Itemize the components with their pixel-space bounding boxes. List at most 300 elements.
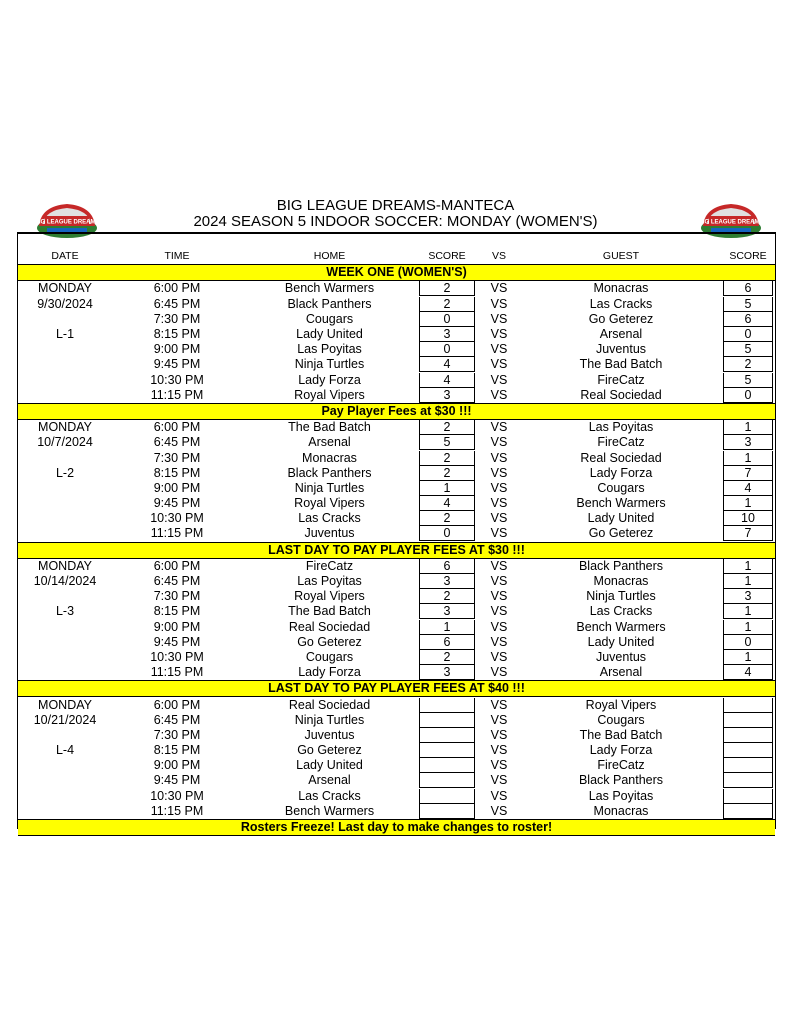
guest-score-cell: [721, 589, 775, 604]
date-cell: 9/30/2024: [37, 296, 93, 311]
guest-team-cell: Bench Warmers: [576, 619, 666, 634]
time-cell: 6:45 PM: [153, 574, 201, 589]
home-score-cell: [417, 511, 477, 526]
time-cell: 9:45 PM: [153, 496, 201, 511]
date-cell: [18, 526, 112, 542]
vs-cell: VS: [490, 311, 508, 326]
table-row: [18, 728, 775, 743]
banner-row: [18, 542, 775, 558]
guest-team-cell: Arsenal: [599, 327, 643, 342]
home-team-cell: Royal Vipers: [294, 589, 365, 604]
home-score-cell: [417, 758, 477, 773]
table-row: [18, 435, 775, 450]
table-row: [18, 713, 775, 728]
guest-score-cell-value: 10: [723, 511, 773, 526]
banner-text: LAST DAY TO PAY PLAYER FEES AT $40 !!!: [18, 681, 775, 697]
guest-score-cell-value: 1: [723, 496, 773, 511]
time-cell: 11:15 PM: [150, 387, 204, 402]
table-row: [18, 589, 775, 604]
time-cell: 7:30 PM: [153, 727, 201, 742]
date-cell: MONDAY: [38, 281, 92, 296]
guest-score-cell-value: [723, 758, 773, 773]
home-score-cell: [417, 713, 477, 728]
table-row: [18, 635, 775, 650]
home-score-cell-value: 4: [419, 357, 475, 372]
guest-score-cell-value: 1: [723, 451, 773, 466]
home-team-cell: Arsenal: [308, 773, 351, 788]
home-team-cell: Arsenal: [308, 435, 351, 450]
banner-row: [18, 265, 775, 281]
guest-team-cell: Go Geterez: [588, 311, 654, 326]
guest-score-cell: [721, 804, 775, 820]
home-score-cell: [417, 297, 477, 312]
guest-team-cell: Las Cracks: [589, 604, 653, 619]
date-cell: [18, 620, 112, 635]
date-cell: [18, 450, 112, 465]
home-score-cell-value: 1: [419, 620, 475, 635]
guest-team-cell: Bench Warmers: [576, 496, 666, 511]
home-score-cell-value: 3: [419, 327, 475, 342]
date-cell: [18, 758, 112, 773]
table-row: [18, 804, 775, 820]
guest-score-cell-value: 1: [723, 420, 773, 435]
home-score-cell: [417, 327, 477, 342]
time-cell: 10:30 PM: [150, 372, 204, 387]
date-cell: [18, 388, 112, 404]
guest-score-cell-value: [723, 713, 773, 728]
home-team-cell: Royal Vipers: [294, 496, 365, 511]
guest-score-cell: [721, 496, 775, 511]
time-cell: 10:30 PM: [150, 511, 204, 526]
date-cell: [18, 481, 112, 496]
page-title: BIG LEAGUE DREAMS-MANTECA: [276, 197, 515, 214]
home-team-cell: Ninja Turtles: [294, 357, 365, 372]
date-cell: [18, 650, 112, 665]
guest-score-cell-value: 1: [723, 604, 773, 619]
table-row: [18, 450, 775, 465]
guest-team-cell: FireCatz: [597, 372, 645, 387]
guest-score-cell: [721, 728, 775, 743]
guest-score-cell-value: 5: [723, 342, 773, 357]
table-row: [18, 697, 775, 713]
home-team-cell: Lady Forza: [298, 665, 361, 680]
guest-team-cell: Lady United: [587, 634, 655, 649]
guest-score-cell-value: 7: [723, 466, 773, 481]
guest-score-cell: [721, 342, 775, 357]
date-cell: [18, 589, 112, 604]
guest-team-cell: Monacras: [593, 281, 649, 296]
vs-cell: VS: [490, 342, 508, 357]
time-cell: 8:15 PM: [153, 327, 201, 342]
table-row: [18, 665, 775, 681]
guest-score-cell: [721, 388, 775, 404]
time-cell: 9:00 PM: [153, 619, 201, 634]
banner-text: Pay Player Fees at $30 !!!: [18, 403, 775, 419]
table-row: [18, 373, 775, 388]
date-cell: [18, 635, 112, 650]
guest-team-cell: Arsenal: [599, 665, 643, 680]
date-cell: [18, 342, 112, 357]
time-cell: 9:00 PM: [153, 342, 201, 357]
home-team-cell: Bench Warmers: [284, 803, 375, 818]
home-score-cell-value: 2: [419, 281, 475, 296]
guest-score-cell-value: [723, 743, 773, 758]
col-date: DATE: [18, 249, 112, 265]
vs-cell: VS: [490, 803, 508, 818]
time-cell: 6:45 PM: [153, 712, 201, 727]
table-row: [18, 496, 775, 511]
col-guest: GUEST: [521, 249, 721, 265]
guest-score-cell-value: 7: [723, 526, 773, 541]
home-score-cell-value: 2: [419, 297, 475, 312]
home-team-cell: Cougars: [305, 649, 354, 664]
column-header-row: [18, 249, 775, 265]
time-cell: 8:15 PM: [153, 465, 201, 480]
home-team-cell: Real Sociedad: [288, 619, 371, 634]
home-team-cell: Monacras: [302, 450, 357, 465]
guest-team-cell: Las Poyitas: [588, 788, 654, 803]
guest-team-cell: Lady Forza: [589, 465, 653, 480]
home-score-cell-value: [419, 713, 475, 728]
home-team-cell: Ninja Turtles: [294, 480, 365, 495]
guest-team-cell: Juventus: [595, 649, 647, 664]
guest-score-cell-value: 1: [723, 650, 773, 665]
vs-cell: VS: [490, 511, 508, 526]
home-score-cell: [417, 804, 477, 820]
guest-team-cell: Monacras: [593, 574, 649, 589]
guest-score-cell-value: 2: [723, 357, 773, 372]
vs-cell: VS: [490, 712, 508, 727]
home-team-cell: Black Panthers: [287, 296, 372, 311]
time-cell: 7:30 PM: [153, 450, 201, 465]
date-cell: [18, 312, 112, 327]
date-cell: MONDAY: [38, 420, 92, 435]
home-score-cell: [417, 665, 477, 681]
vs-cell: VS: [490, 327, 508, 342]
home-score-cell-value: [419, 758, 475, 773]
guest-team-cell: The Bad Batch: [579, 357, 663, 372]
vs-cell: VS: [490, 465, 508, 480]
vs-cell: VS: [490, 727, 508, 742]
time-cell: 6:00 PM: [153, 420, 201, 435]
guest-team-cell: FireCatz: [597, 758, 645, 773]
vs-cell: VS: [490, 788, 508, 803]
vs-cell: VS: [490, 526, 508, 541]
vs-cell: VS: [490, 450, 508, 465]
time-cell: 9:45 PM: [153, 634, 201, 649]
date-cell: [18, 804, 112, 820]
vs-cell: VS: [490, 372, 508, 387]
home-score-cell-value: 2: [419, 511, 475, 526]
home-score-cell-value: [419, 789, 475, 804]
table-row: [18, 743, 775, 758]
date-cell: MONDAY: [38, 697, 92, 712]
date-cell: [18, 789, 112, 804]
date-cell: [18, 665, 112, 681]
home-team-cell: Juventus: [304, 727, 355, 742]
home-score-cell: [417, 789, 477, 804]
guest-score-cell-value: [723, 728, 773, 743]
guest-team-cell: Monacras: [593, 803, 649, 818]
vs-cell: VS: [490, 435, 508, 450]
time-cell: 11:15 PM: [150, 526, 204, 541]
vs-cell: VS: [490, 281, 508, 296]
guest-score-cell-value: 1: [723, 559, 773, 574]
date-cell: [18, 773, 112, 788]
home-score-cell: [417, 526, 477, 542]
guest-team-cell: Cougars: [597, 712, 645, 727]
home-team-cell: Las Cracks: [298, 511, 361, 526]
time-cell: 11:15 PM: [150, 665, 204, 680]
home-score-cell-value: [419, 698, 475, 713]
guest-score-cell: [721, 312, 775, 327]
vs-cell: VS: [490, 387, 508, 402]
date-cell: MONDAY: [38, 558, 92, 573]
banner-row: [18, 819, 775, 835]
home-score-cell: [417, 312, 477, 327]
home-team-cell: Lady United: [296, 758, 363, 773]
vs-cell: VS: [490, 697, 508, 712]
guest-score-cell-value: 5: [723, 297, 773, 312]
guest-team-cell: Black Panthers: [578, 558, 664, 573]
table-row: [18, 420, 775, 436]
home-score-cell-value: 4: [419, 373, 475, 388]
date-cell: 10/7/2024: [37, 435, 93, 450]
home-score-cell-value: 5: [419, 435, 475, 450]
guest-team-cell: Real Sociedad: [580, 450, 662, 465]
table-row: [18, 620, 775, 635]
guest-team-cell: Go Geterez: [588, 526, 654, 541]
guest-score-cell: [721, 281, 775, 297]
home-team-cell: FireCatz: [305, 558, 354, 573]
home-score-cell: [417, 728, 477, 743]
home-score-cell: [417, 373, 477, 388]
date-cell: 10/14/2024: [33, 574, 97, 589]
guest-team-cell: Cougars: [597, 480, 645, 495]
time-cell: 6:45 PM: [153, 435, 201, 450]
guest-score-cell: [721, 604, 775, 619]
guest-team-cell: Juventus: [595, 342, 647, 357]
time-cell: 10:30 PM: [150, 649, 204, 664]
home-score-cell-value: 0: [419, 342, 475, 357]
guest-score-cell-value: 1: [723, 574, 773, 589]
date-cell: L-3: [55, 604, 75, 619]
home-score-cell-value: [419, 804, 475, 819]
guest-score-cell: [721, 526, 775, 542]
table-row: [18, 789, 775, 804]
home-score-cell: [417, 281, 477, 297]
guest-score-cell-value: 6: [723, 312, 773, 327]
guest-score-cell: [721, 357, 775, 372]
date-cell: L-1: [55, 327, 75, 342]
guest-score-cell: [721, 435, 775, 450]
guest-score-cell-value: [723, 698, 773, 713]
home-score-cell: [417, 620, 477, 635]
home-score-cell-value: 2: [419, 650, 475, 665]
home-team-cell: The Bad Batch: [288, 420, 371, 435]
home-score-cell: [417, 589, 477, 604]
guest-team-cell: Lady Forza: [589, 743, 653, 758]
time-cell: 8:15 PM: [153, 604, 201, 619]
vs-cell: VS: [490, 619, 508, 634]
guest-team-cell: Las Cracks: [589, 296, 653, 311]
time-cell: 7:30 PM: [153, 589, 201, 604]
home-team-cell: Black Panthers: [287, 465, 372, 480]
banner-text: WEEK ONE (WOMEN'S): [18, 265, 775, 281]
time-cell: 11:15 PM: [150, 803, 204, 818]
guest-score-cell-value: 0: [723, 635, 773, 650]
col-time: TIME: [112, 249, 242, 265]
time-cell: 9:00 PM: [153, 758, 201, 773]
vs-cell: VS: [490, 589, 508, 604]
time-cell: 6:00 PM: [153, 697, 201, 712]
home-score-cell: [417, 357, 477, 372]
guest-score-cell-value: 3: [723, 589, 773, 604]
home-score-cell: [417, 388, 477, 404]
guest-score-cell: [721, 665, 775, 681]
home-score-cell-value: 6: [419, 559, 475, 574]
table-row: [18, 758, 775, 773]
home-score-cell-value: 2: [419, 451, 475, 466]
guest-score-cell-value: 4: [723, 665, 773, 680]
guest-score-cell: [721, 789, 775, 804]
banner-row: [18, 681, 775, 697]
table-row: [18, 281, 775, 297]
home-score-cell-value: 2: [419, 420, 475, 435]
home-team-cell: Las Cracks: [298, 788, 361, 803]
date-cell: L-4: [55, 743, 75, 758]
guest-score-cell-value: 3: [723, 435, 773, 450]
table-row: [18, 357, 775, 372]
guest-score-cell-value: 0: [723, 388, 773, 403]
guest-score-cell-value: 5: [723, 373, 773, 388]
guest-score-cell: [721, 420, 775, 436]
banner-row: [18, 403, 775, 419]
home-score-cell: [417, 743, 477, 758]
table-row: [18, 773, 775, 788]
guest-score-cell-value: 0: [723, 327, 773, 342]
vs-cell: VS: [490, 634, 508, 649]
col-home: HOME: [242, 249, 417, 265]
guest-score-cell: [721, 574, 775, 589]
vs-cell: VS: [490, 604, 508, 619]
vs-cell: VS: [490, 357, 508, 372]
guest-team-cell: Lady United: [587, 511, 655, 526]
home-team-cell: Lady Forza: [298, 372, 361, 387]
time-cell: 7:30 PM: [153, 311, 201, 326]
home-score-cell-value: 0: [419, 312, 475, 327]
home-score-cell: [417, 604, 477, 619]
vs-cell: VS: [490, 574, 508, 589]
time-cell: 9:00 PM: [153, 480, 201, 495]
guest-score-cell: [721, 650, 775, 665]
home-score-cell: [417, 574, 477, 589]
col-home-score: SCORE: [417, 249, 477, 265]
home-score-cell: [417, 466, 477, 481]
guest-score-cell: [721, 327, 775, 342]
home-score-cell: [417, 450, 477, 465]
col-vs: VS: [477, 249, 521, 265]
banner-text: LAST DAY TO PAY PLAYER FEES AT $30 !!!: [18, 542, 775, 558]
table-row: [18, 388, 775, 404]
date-cell: [18, 728, 112, 743]
guest-score-cell-value: [723, 773, 773, 788]
guest-score-cell: [721, 773, 775, 788]
vs-cell: VS: [490, 558, 508, 573]
table-row: [18, 312, 775, 327]
home-team-cell: Las Poyitas: [297, 574, 362, 589]
home-score-cell: [417, 697, 477, 713]
date-cell: [18, 357, 112, 372]
vs-cell: VS: [490, 758, 508, 773]
schedule-table: [18, 249, 775, 836]
guest-team-cell: Real Sociedad: [580, 387, 662, 402]
guest-score-cell: [721, 758, 775, 773]
vs-cell: VS: [490, 480, 508, 495]
home-score-cell-value: [419, 728, 475, 743]
vs-cell: VS: [490, 649, 508, 664]
date-cell: 10/21/2024: [33, 712, 97, 727]
vs-cell: VS: [490, 743, 508, 758]
home-team-cell: Las Poyitas: [297, 342, 362, 357]
time-cell: 9:45 PM: [153, 773, 201, 788]
home-team-cell: Juventus: [304, 526, 355, 541]
table-row: [18, 466, 775, 481]
guest-score-cell: [721, 481, 775, 496]
guest-score-cell: [721, 635, 775, 650]
home-score-cell: [417, 650, 477, 665]
guest-score-cell: [721, 697, 775, 713]
date-cell: [18, 511, 112, 526]
home-score-cell-value: 2: [419, 589, 475, 604]
table-row: [18, 650, 775, 665]
date-cell: [18, 373, 112, 388]
date-cell: L-2: [55, 465, 75, 480]
table-row: [18, 481, 775, 496]
home-score-cell: [417, 773, 477, 788]
vs-cell: VS: [490, 496, 508, 511]
table-row: [18, 297, 775, 312]
time-cell: 6:00 PM: [153, 558, 201, 573]
guest-score-cell: [721, 743, 775, 758]
table-row: [18, 604, 775, 619]
guest-score-cell: [721, 297, 775, 312]
guest-score-cell: [721, 558, 775, 574]
home-score-cell: [417, 420, 477, 436]
home-score-cell: [417, 496, 477, 511]
date-cell: [18, 496, 112, 511]
home-score-cell-value: 6: [419, 635, 475, 650]
home-team-cell: Lady United: [296, 327, 363, 342]
guest-score-cell: [721, 466, 775, 481]
guest-score-cell: [721, 373, 775, 388]
guest-score-cell-value: 1: [723, 620, 773, 635]
guest-score-cell: [721, 620, 775, 635]
home-score-cell: [417, 435, 477, 450]
guest-score-cell: [721, 450, 775, 465]
time-cell: 10:30 PM: [150, 788, 204, 803]
home-score-cell-value: 3: [419, 388, 475, 403]
guest-team-cell: The Bad Batch: [579, 727, 663, 742]
home-score-cell: [417, 558, 477, 574]
vs-cell: VS: [490, 420, 508, 435]
svg-text:BIG LEAGUE DREAMS: BIG LEAGUE DREAMS: [34, 219, 100, 226]
guest-team-cell: Black Panthers: [578, 773, 664, 788]
home-score-cell-value: [419, 743, 475, 758]
guest-score-cell: [721, 511, 775, 526]
svg-text:BIG LEAGUE DREAMS: BIG LEAGUE DREAMS: [698, 219, 764, 226]
home-score-cell: [417, 481, 477, 496]
